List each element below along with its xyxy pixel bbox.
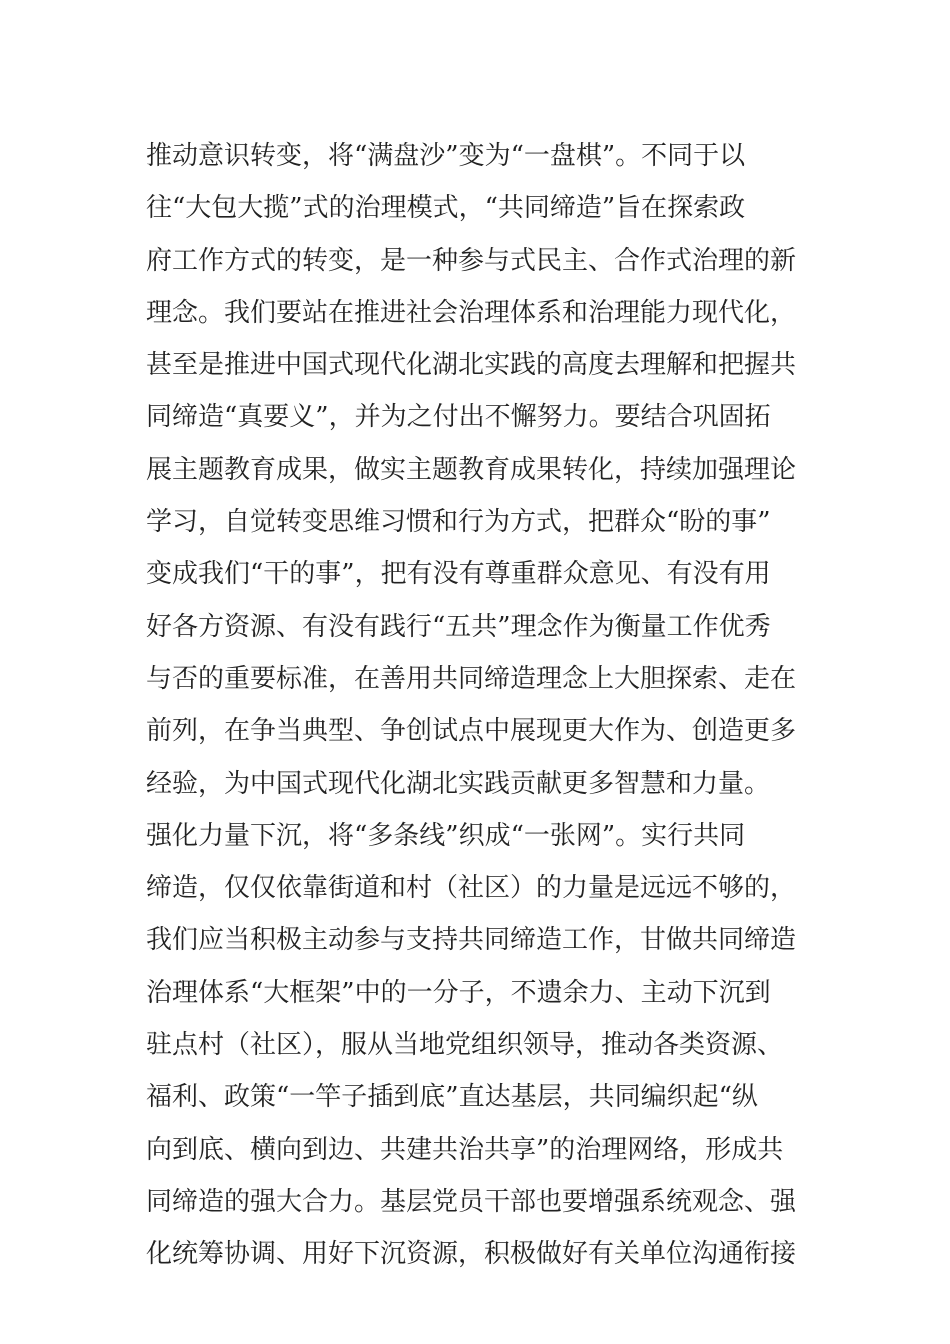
text-line: 化统筹协调、用好下沉资源，积极做好有关单位沟通衔接 xyxy=(146,1239,797,1270)
text-line: 向到底、横向到边、共建共治共享”的治理网络，形成共 xyxy=(146,1134,784,1165)
text-line: 福利、政策“一竿子插到底”直达基层，共同编织起“纵 xyxy=(146,1082,758,1113)
body-text xyxy=(146,130,816,1281)
text-line: 甚至是推进中国式现代化湖北实践的高度去理解和把握共 xyxy=(146,350,797,381)
text-line: 经验，为中国式现代化湖北实践贡献更多智慧和力量。 xyxy=(146,768,771,799)
text-line: 展主题教育成果，做实主题教育成果转化，持续加强理论 xyxy=(146,454,797,485)
text-line: 治理体系“大框架”中的一分子，不遗余力、主动下沉到 xyxy=(146,977,771,1008)
text-line: 往“大包大揽”式的治理模式，“共同缔造”旨在探索政 xyxy=(146,193,746,224)
text-line: 前列，在争当典型、争创试点中展现更大作为、创造更多 xyxy=(146,716,797,747)
text-line: 我们应当积极主动参与支持共同缔造工作，甘做共同缔造 xyxy=(146,925,797,956)
text-line: 缔造，仅仅依靠街道和村（社区）的力量是远远不够的， xyxy=(146,873,797,904)
text-line: 推动意识转变，将“满盘沙”变为“一盘棋”。不同于以 xyxy=(146,141,746,171)
text-line: 府工作方式的转变，是一种参与式民主、合作式治理的新 xyxy=(146,245,797,276)
text-line: 变成我们“干的事”，把有没有尊重群众意见、有没有用 xyxy=(146,559,771,590)
text-line: 驻点村（社区），服从当地党组织领导，推动各类资源、 xyxy=(146,1030,784,1061)
text-line: 强化力量下沉，将“多条线”织成“一张网”。实行共同 xyxy=(146,820,746,851)
text-line: 同缔造的强大合力。基层党员干部也要增强系统观念、强 xyxy=(146,1186,797,1217)
text-line: 学习，自觉转变思维习惯和行为方式，把群众“盼的事” xyxy=(146,507,771,538)
text-line: 好各方资源、有没有践行“五共”理念作为衡量工作优秀 xyxy=(146,611,771,642)
text-line: 与否的重要标准，在善用共同缔造理念上大胆探索、走在 xyxy=(146,663,797,694)
text-line: 同缔造“真要义”，并为之付出不懈努力。要结合巩固拓 xyxy=(146,402,771,433)
text-line: 理念。我们要站在推进社会治理体系和治理能力现代化， xyxy=(146,297,797,328)
